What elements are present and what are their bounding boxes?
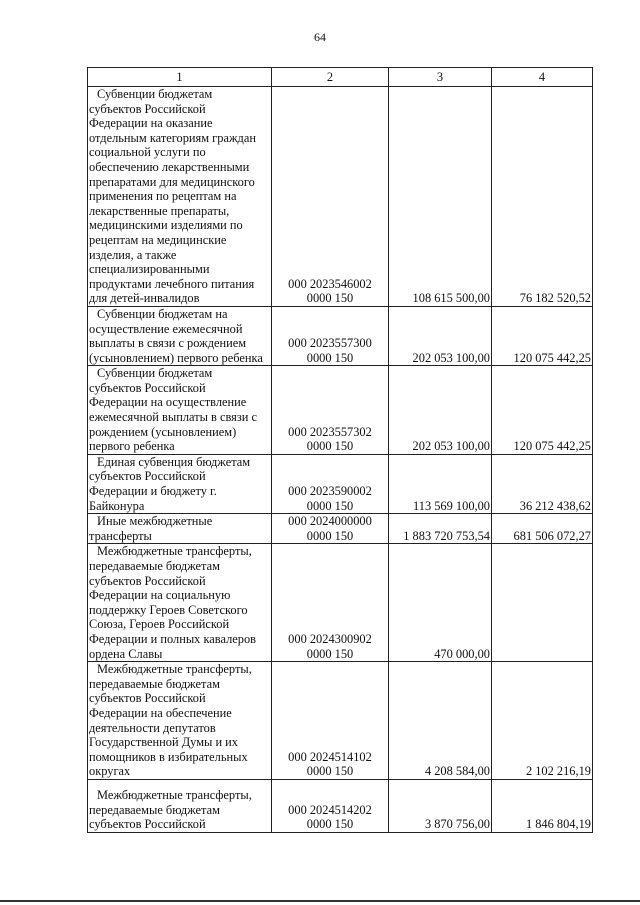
row-value-col4: 120 075 442,25 [492,306,593,365]
row-value-col3: 4 208 584,00 [389,662,492,780]
row-name: Субвенции бюджетам на осуществление ежемесячной выплаты в связи с рождением (усыновлением) первого ребенка [89,306,263,365]
row-value-col4: 681 506 072,27 [492,514,593,544]
row-code-cell [272,306,389,365]
row-value-col3: 3 870 756,00 [389,779,492,832]
row-code-cell [272,514,389,544]
row-name: Единая субвенция бюджетам субъектов Российской Федерации и бюджету г. Байконура [89,454,251,513]
row-code: 000 2024300902 0000 150 [288,631,372,661]
column-header-2: 2 [272,68,389,87]
row-value-col4: 76 182 520,52 [492,87,593,307]
table-row [88,662,593,780]
row-name: Субвенции бюджетам субъектов Российской Федерации на оказание отдельным категориям граждан социальной услуги по обеспечению лекарственными препаратами для медицинского применения по рецептам на лекарственные препараты, медицинскими изделиями по рецептам на медицинские изделия, а также специализированными продуктами лечебного питания для детей-инвалидов [89,87,256,306]
row-value-col4: 1 846 804,19 [492,779,593,832]
row-name-cell [88,514,272,544]
row-name: Иные межбюджетные трансферты [89,514,213,543]
table-header-row [88,68,593,87]
row-value-col3: 108 615 500,00 [389,87,492,307]
row-code-cell [272,87,389,307]
budget-table [87,67,593,833]
row-code-cell [272,454,389,513]
row-name-cell [88,87,272,307]
row-code-cell [272,662,389,780]
row-code: 000 2023546002 0000 150 [288,276,372,306]
row-name-cell [88,779,272,832]
row-value-col4 [492,544,593,662]
row-name: Межбюджетные трансферты, передаваемые бюджетам субъектов Российской Федерации на обеспечение деятельности депутатов Государственной Думы и их помощников в избирательных округах [89,662,252,779]
column-header-3: 3 [389,68,492,87]
row-value-col4: 2 102 216,19 [492,662,593,780]
row-name-cell [88,366,272,455]
row-code: 000 2023557300 0000 150 [288,336,372,365]
row-name: Межбюджетные трансферты, передаваемые бюджетам субъектов Российской [89,787,252,832]
table-row [88,779,593,832]
row-value-col3: 113 569 100,00 [389,454,492,513]
page-number: 64 [314,30,326,44]
row-code: 000 2024514102 0000 150 [288,749,372,779]
table-row [88,306,593,365]
row-code: 000 2023557302 0000 150 [288,424,372,454]
row-value-col3: 202 053 100,00 [389,306,492,365]
row-code-cell [272,544,389,662]
row-name: Межбюджетные трансферты, передаваемые бюджетам субъектов Российской Федерации на социальную поддержку Героев Советского Союза, Героев Российской Федерации и полных кавалеров ордена Славы [89,544,256,661]
row-value-col3: 1 883 720 753,54 [389,514,492,544]
row-value-col4: 120 075 442,25 [492,366,593,455]
row-value-col3: 202 053 100,00 [389,366,492,455]
row-name-cell [88,454,272,513]
row-name-cell [88,662,272,780]
table-row [88,366,593,455]
row-code: 000 2024000000 0000 150 [288,514,372,543]
column-header-1: 1 [88,68,272,87]
row-value-col3: 470 000,00 [389,544,492,662]
table-row [88,87,593,307]
column-header-4: 4 [492,68,593,87]
page-bottom-edge [0,900,640,902]
row-name: Субвенции бюджетам субъектов Российской Федерации на осуществление ежемесячной выплаты в связи с рождением (усыновлением) первого ребенка [89,366,257,454]
row-code-cell [272,779,389,832]
row-code-cell [272,366,389,455]
table-row [88,454,593,513]
row-code: 000 2023590002 0000 150 [288,484,372,513]
row-value-col4: 36 212 438,62 [492,454,593,513]
table-row [88,514,593,544]
row-name-cell [88,544,272,662]
row-name-cell [88,306,272,365]
table-row [88,544,593,662]
row-code: 000 2024514202 0000 150 [288,802,372,832]
